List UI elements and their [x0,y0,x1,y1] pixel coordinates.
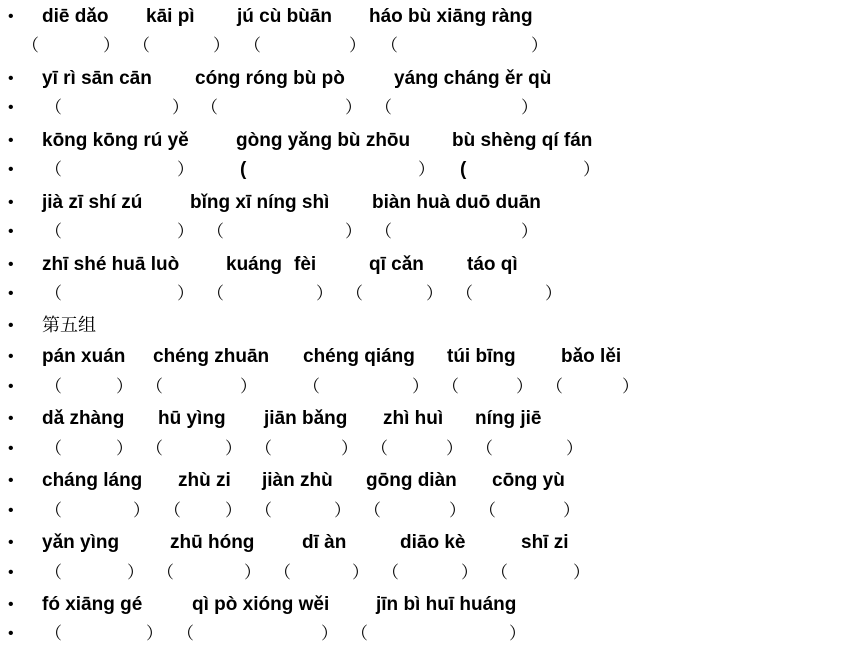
bullet: • [8,625,14,642]
close-paren: ） [244,563,261,582]
pinyin-item: qì pò xióng wěi [192,594,330,615]
bullet: • [8,99,14,116]
line-18 [0,528,860,558]
pinyin-item: jià zī shí zú [42,192,143,213]
answer-line-17 [0,496,860,526]
open-paren: （ [382,563,399,582]
line-5 [0,126,860,156]
line-9 [0,250,860,280]
pinyin-item: fó xiāng gé [42,594,143,615]
pinyin-item: zhì huì [383,408,444,429]
bullet: • [8,256,14,273]
close-paren: ） [321,624,338,643]
answer-line-19 [0,558,860,588]
pinyin-item: cháng láng [42,470,143,491]
pinyin-item: zhī shé huā luò [42,254,180,275]
open-paren: （ [45,563,62,582]
open-paren: （ [146,377,163,396]
pinyin-item: biàn huà duō duān [372,192,541,213]
answer-line-4 [0,93,860,123]
close-paren: ） [225,439,242,458]
pinyin-item: yī rì sān cān [42,68,152,89]
open-paren: （ [157,563,174,582]
open-paren: （ [381,36,398,55]
bullet: • [8,564,14,581]
close-paren: ） [334,501,351,520]
bullet: • [8,161,14,178]
pinyin-item: yáng cháng ěr qù [394,68,552,89]
open-paren: ( [460,159,467,180]
pinyin-item: kāi pì [146,6,195,27]
pinyin-item: diē dǎo [42,6,109,27]
open-paren: （ [45,439,62,458]
close-paren: ） [545,284,562,303]
group5-heading: 第五组 [42,315,96,336]
pinyin-item: jiàn zhù [262,470,333,491]
bullet: • [8,194,14,211]
pinyin-item: fèi [294,254,317,275]
bullet: • [8,534,14,551]
pinyin-item: jiān bǎng [264,408,348,429]
open-paren: （ [45,98,62,117]
pinyin-item: shī zi [521,532,569,553]
answer-line-8 [0,217,860,247]
pinyin-item: jīn bì huī huáng [376,594,517,615]
open-paren: （ [244,36,261,55]
pinyin-item: gōng diàn [366,470,457,491]
open-paren: （ [346,284,363,303]
open-paren: （ [375,98,392,117]
open-paren: （ [255,439,272,458]
open-paren: （ [375,222,392,241]
close-paren: ） [316,284,333,303]
bullet: • [8,348,14,365]
open-paren: （ [479,501,496,520]
close-paren: ） [127,563,144,582]
bullet: • [8,502,14,519]
open-paren: （ [491,563,508,582]
close-paren: ） [412,377,429,396]
close-paren: ） [225,501,242,520]
answer-line-2 [0,31,860,61]
close-paren: ） [177,284,194,303]
group-heading-row [0,311,860,341]
bullet: • [8,596,14,613]
close-paren: ） [509,624,526,643]
open-paren: （ [207,284,224,303]
close-paren: ） [583,160,600,179]
pinyin-item: bǎo lěi [561,346,622,367]
open-paren: （ [201,98,218,117]
pinyin-item: dī àn [302,532,347,553]
answer-line-10 [0,279,860,309]
pinyin-item: chéng zhuān [153,346,270,367]
close-paren: ） [446,439,463,458]
close-paren: ） [146,624,163,643]
close-paren: ） [341,439,358,458]
pinyin-item: túi bīng [447,346,516,367]
open-paren: （ [177,624,194,643]
close-paren: ） [116,377,133,396]
close-paren: ） [566,439,583,458]
close-paren: ） [133,501,150,520]
open-paren: （ [146,439,163,458]
pinyin-item: jú cù bùān [237,6,332,27]
bullet: • [8,8,14,25]
line-16 [0,466,860,496]
open-paren: （ [456,284,473,303]
close-paren: ） [521,98,538,117]
pinyin-item: níng jiē [475,408,542,429]
close-paren: ） [177,160,194,179]
close-paren: ） [177,222,194,241]
pinyin-item: cōng yù [492,470,565,491]
line-3 [0,64,860,94]
line-12 [0,342,860,372]
open-paren: （ [371,439,388,458]
pinyin-item: yǎn yìng [42,532,120,553]
open-paren: （ [45,160,62,179]
pinyin-item: háo bù xiāng ràng [369,6,533,27]
line-7 [0,188,860,218]
pinyin-item: kōng kōng rú yě [42,130,189,151]
pinyin-item: pán xuán [42,346,126,367]
close-paren: ） [172,98,189,117]
open-paren: （ [45,222,62,241]
answer-line-6 [0,155,860,185]
open-paren: （ [45,501,62,520]
pinyin-item: qī cǎn [369,254,424,275]
close-paren: ） [349,36,366,55]
close-paren: ） [563,501,580,520]
open-paren: （ [351,624,368,643]
pinyin-item: gòng yǎng bù zhōu [236,130,411,151]
close-paren: ） [213,36,230,55]
pinyin-item: táo qì [467,254,518,275]
pinyin-item: zhū hóng [170,532,255,553]
bullet: • [8,223,14,240]
pinyin-item: cóng róng bù pò [195,68,345,89]
bullet: • [8,317,14,334]
close-paren: ） [418,160,435,179]
open-paren: （ [45,284,62,303]
close-paren: ） [516,377,533,396]
pinyin-item: bǐng xī níng shì [190,192,330,213]
open-paren: （ [45,377,62,396]
line-1 [0,2,860,32]
bullet: • [8,70,14,87]
pinyin-item: bù shèng qí fán [452,130,593,151]
open-paren: （ [207,222,224,241]
pinyin-item: kuáng [226,254,282,275]
close-paren: ） [531,36,548,55]
open-paren: （ [255,501,272,520]
answer-line-15 [0,434,860,464]
bullet: • [8,378,14,395]
line-14 [0,404,860,434]
close-paren: ） [521,222,538,241]
open-paren: （ [476,439,493,458]
close-paren: ） [449,501,466,520]
open-paren: （ [442,377,459,396]
pinyin-item: dǎ zhàng [42,408,125,429]
close-paren: ） [103,36,120,55]
open-paren: （ [546,377,563,396]
close-paren: ） [622,377,639,396]
pinyin-item: zhù zi [178,470,231,491]
open-paren: （ [303,377,320,396]
pinyin-item: diāo kè [400,532,466,553]
bullet: • [8,410,14,427]
open-paren: （ [22,36,39,55]
close-paren: ） [352,563,369,582]
open-paren: ( [240,159,247,180]
open-paren: （ [164,501,181,520]
pinyin-item: chéng qiáng [303,346,415,367]
open-paren: （ [45,624,62,643]
pinyin-item: hū yìng [158,408,226,429]
answer-line-13 [0,372,860,402]
open-paren: （ [274,563,291,582]
close-paren: ） [461,563,478,582]
line-20 [0,590,860,620]
bullet: • [8,285,14,302]
open-paren: （ [364,501,381,520]
close-paren: ） [240,377,257,396]
bullet: • [8,440,14,457]
close-paren: ） [345,222,362,241]
open-paren: （ [133,36,150,55]
bullet: • [8,472,14,489]
close-paren: ） [426,284,443,303]
close-paren: ） [116,439,133,458]
close-paren: ） [345,98,362,117]
close-paren: ） [573,563,590,582]
bullet: • [8,132,14,149]
